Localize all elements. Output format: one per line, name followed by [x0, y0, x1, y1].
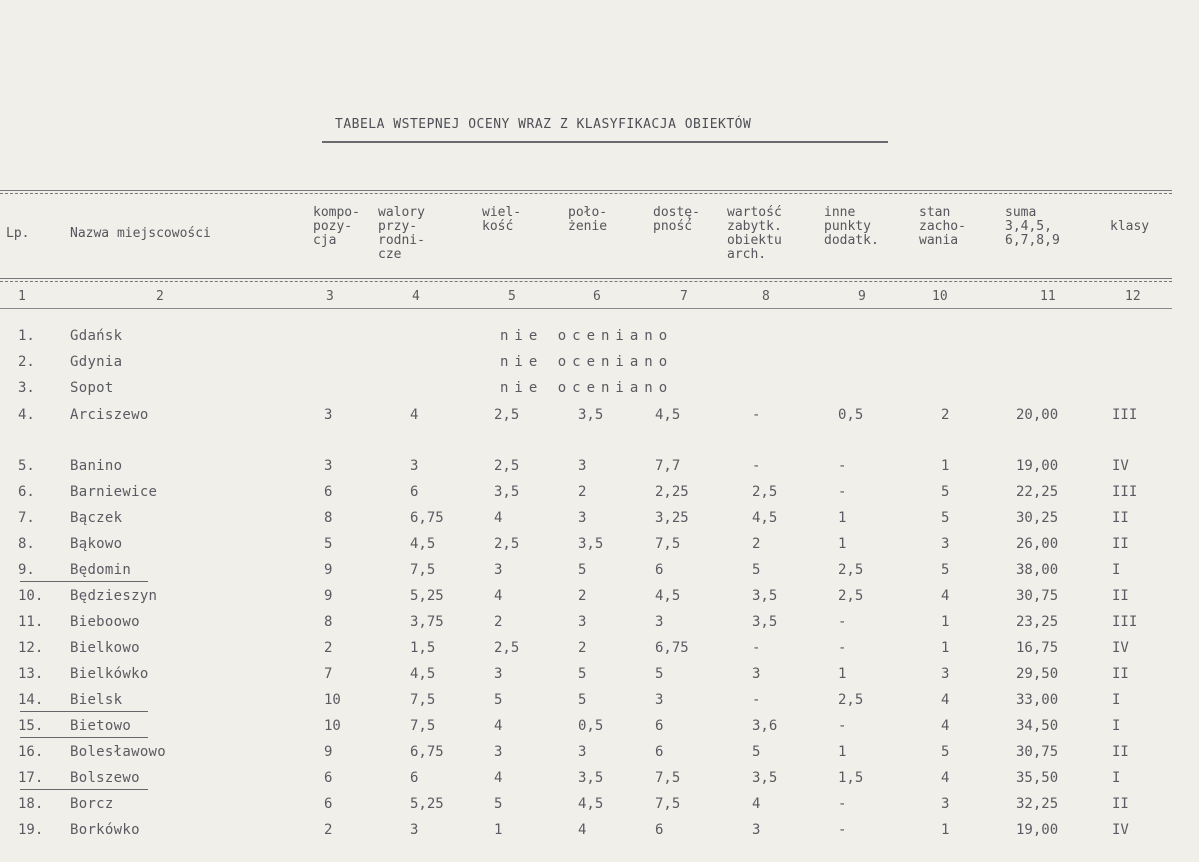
place-name: Bielsk — [70, 692, 123, 708]
score-cell: 2 — [941, 407, 950, 423]
score-cell: - — [838, 614, 847, 630]
score-cell: 5 — [752, 744, 761, 760]
header-polozenie: poło- żenie — [568, 205, 608, 234]
score-cell: III — [1112, 484, 1138, 500]
score-cell: 6,75 — [410, 510, 444, 526]
row-number: 19. — [18, 822, 44, 838]
place-name: Będzieszyn — [70, 588, 158, 604]
score-cell: 3,5 — [578, 770, 604, 786]
column-number: 2 — [156, 289, 164, 304]
score-cell: 3,5 — [578, 536, 604, 552]
score-cell: 5,25 — [410, 588, 444, 604]
header-klasy: klasy — [1110, 219, 1150, 234]
score-cell: 5 — [578, 692, 587, 708]
score-cell: 5 — [941, 484, 950, 500]
place-name: Bolesławowo — [70, 744, 167, 760]
title-underline — [322, 141, 888, 143]
place-name: Sopot — [70, 380, 114, 396]
place-name: Bieboowo — [70, 614, 140, 630]
document-title: TABELA WSTEPNEJ OCENY WRAZ Z KLASYFIKACJA OBIEKTÓW — [335, 117, 752, 132]
table-row — [0, 510, 1199, 532]
column-number: 10 — [932, 289, 948, 304]
score-cell: 4 — [410, 407, 419, 423]
table-row — [0, 354, 1199, 376]
name-underline — [20, 737, 148, 738]
score-cell: 2 — [494, 614, 503, 630]
score-cell: 8 — [324, 614, 333, 630]
score-cell: 2,5 — [494, 458, 520, 474]
place-name: Gdynia — [70, 354, 123, 370]
score-cell: - — [838, 484, 847, 500]
score-cell: 4,5 — [578, 796, 604, 812]
score-cell: 6,75 — [655, 640, 689, 656]
place-name: Bielkówko — [70, 666, 149, 682]
place-name: Banino — [70, 458, 123, 474]
table-row — [0, 380, 1199, 402]
place-name: Gdańsk — [70, 328, 123, 344]
row-number: 3. — [18, 380, 35, 396]
score-cell: 2 — [324, 640, 333, 656]
score-cell: 9 — [324, 744, 333, 760]
header-stan: stan zacho- wania — [919, 205, 966, 248]
score-cell: 1 — [838, 666, 847, 682]
score-cell: 33,00 — [1016, 692, 1059, 708]
score-cell: 6 — [324, 484, 333, 500]
score-cell: 4 — [941, 692, 950, 708]
table-row — [0, 640, 1199, 662]
score-cell: 34,50 — [1016, 718, 1059, 734]
place-name: Bąkowo — [70, 536, 123, 552]
score-cell: 9 — [324, 562, 333, 578]
score-cell: 2 — [752, 536, 761, 552]
score-cell: 4 — [941, 588, 950, 604]
header-wartosc: wartość zabytk. obiektu arch. — [727, 205, 782, 262]
score-cell: 2 — [324, 822, 333, 838]
score-cell: 5 — [494, 692, 503, 708]
table-row — [0, 407, 1199, 429]
score-cell: 4 — [494, 510, 503, 526]
table-row — [0, 822, 1199, 844]
score-cell: 4 — [941, 770, 950, 786]
not-rated-note: nie oceniano — [500, 354, 674, 370]
column-number: 9 — [858, 289, 866, 304]
score-cell: 4 — [494, 770, 503, 786]
row-number: 18. — [18, 796, 44, 812]
header-suma: suma 3,4,5, 6,7,8,9 — [1005, 205, 1060, 248]
score-cell: 32,25 — [1016, 796, 1059, 812]
score-cell: 7,7 — [655, 458, 681, 474]
score-cell: 3,5 — [578, 407, 604, 423]
score-cell: 2 — [578, 588, 587, 604]
score-cell: 19,00 — [1016, 458, 1059, 474]
score-cell: 3 — [494, 562, 503, 578]
score-cell: - — [838, 796, 847, 812]
score-cell: I — [1112, 562, 1121, 578]
column-number: 11 — [1040, 289, 1056, 304]
score-cell: 2 — [578, 484, 587, 500]
header-lp: Lp. — [6, 226, 30, 241]
score-cell: 6 — [410, 484, 419, 500]
row-number: 11. — [18, 614, 44, 630]
score-cell: 3 — [941, 796, 950, 812]
score-cell: 26,00 — [1016, 536, 1059, 552]
score-cell: 9 — [324, 588, 333, 604]
row-number: 7. — [18, 510, 35, 526]
score-cell: 7,5 — [655, 770, 681, 786]
row-number: 8. — [18, 536, 35, 552]
score-cell: 3,25 — [655, 510, 689, 526]
score-cell: 6 — [655, 718, 664, 734]
column-number: 8 — [762, 289, 770, 304]
score-cell: 7,5 — [655, 536, 681, 552]
score-cell: 3,5 — [494, 484, 520, 500]
score-cell: 6 — [324, 770, 333, 786]
score-cell: 2,5 — [494, 640, 520, 656]
score-cell: 6 — [655, 822, 664, 838]
score-cell: 3 — [578, 614, 587, 630]
score-cell: 1 — [941, 640, 950, 656]
score-cell: - — [838, 640, 847, 656]
score-cell: 3 — [941, 536, 950, 552]
table-row — [0, 744, 1199, 766]
score-cell: 7 — [324, 666, 333, 682]
score-cell: 23,25 — [1016, 614, 1059, 630]
place-name: Borcz — [70, 796, 114, 812]
header-name: Nazwa miejscowości — [70, 226, 211, 241]
score-cell: - — [752, 458, 761, 474]
row-number: 13. — [18, 666, 44, 682]
not-rated-note: nie oceniano — [500, 380, 674, 396]
score-cell: 1 — [838, 744, 847, 760]
score-cell: III — [1112, 614, 1138, 630]
score-cell: 4 — [578, 822, 587, 838]
score-cell: - — [752, 640, 761, 656]
score-cell: I — [1112, 718, 1121, 734]
score-cell: 2,25 — [655, 484, 689, 500]
score-cell: 3 — [324, 407, 333, 423]
row-number: 10. — [18, 588, 44, 604]
score-cell: 3 — [578, 458, 587, 474]
score-cell: 10 — [324, 692, 341, 708]
score-cell: - — [838, 718, 847, 734]
score-cell: IV — [1112, 822, 1129, 838]
column-number: 7 — [680, 289, 688, 304]
score-cell: 2,5 — [494, 536, 520, 552]
score-cell: 6 — [655, 744, 664, 760]
score-cell: 30,75 — [1016, 744, 1059, 760]
score-cell: III — [1112, 407, 1138, 423]
score-cell: 3,6 — [752, 718, 778, 734]
score-cell: 7,5 — [410, 692, 436, 708]
row-number: 2. — [18, 354, 35, 370]
column-number: 12 — [1125, 289, 1141, 304]
table-row — [0, 770, 1199, 792]
header-top-rule — [0, 190, 1172, 191]
score-cell: II — [1112, 536, 1129, 552]
score-cell: 1,5 — [410, 640, 436, 656]
place-name: Bielkowo — [70, 640, 140, 656]
table-row — [0, 588, 1199, 610]
score-cell: 5,25 — [410, 796, 444, 812]
column-number: 5 — [508, 289, 516, 304]
score-cell: - — [838, 822, 847, 838]
score-cell: 7,5 — [655, 796, 681, 812]
score-cell: II — [1112, 510, 1129, 526]
score-cell: II — [1112, 796, 1129, 812]
score-cell: - — [838, 458, 847, 474]
score-cell: 19,00 — [1016, 822, 1059, 838]
table-row — [0, 458, 1199, 480]
table-row — [0, 692, 1199, 714]
score-cell: 4 — [752, 796, 761, 812]
name-underline — [20, 711, 148, 712]
score-cell: 3 — [494, 666, 503, 682]
score-cell: 4 — [494, 588, 503, 604]
score-cell: I — [1112, 770, 1121, 786]
table-row — [0, 796, 1199, 818]
score-cell: 4,5 — [655, 588, 681, 604]
row-number: 9. — [18, 562, 35, 578]
table-row — [0, 718, 1199, 740]
score-cell: 4 — [494, 718, 503, 734]
column-number-rule — [0, 308, 1172, 309]
score-cell: 16,75 — [1016, 640, 1059, 656]
score-cell: 2,5 — [838, 588, 864, 604]
score-cell: 1 — [838, 536, 847, 552]
table-row — [0, 562, 1199, 584]
score-cell: 10 — [324, 718, 341, 734]
score-cell: 2 — [578, 640, 587, 656]
score-cell: 1 — [494, 822, 503, 838]
header-bottom-rule — [0, 278, 1172, 279]
score-cell: 8 — [324, 510, 333, 526]
name-underline — [20, 789, 148, 790]
not-rated-note: nie oceniano — [500, 328, 674, 344]
score-cell: 1 — [838, 510, 847, 526]
place-name: Borkówko — [70, 822, 140, 838]
score-cell: 0,5 — [838, 407, 864, 423]
row-number: 4. — [18, 407, 35, 423]
score-cell: 35,50 — [1016, 770, 1059, 786]
score-cell: 3,5 — [752, 588, 778, 604]
score-cell: 2,5 — [838, 562, 864, 578]
header-kompozycja: kompo- pozy- cja — [313, 205, 360, 248]
place-name: Będomin — [70, 562, 132, 578]
row-number: 16. — [18, 744, 44, 760]
column-number: 6 — [593, 289, 601, 304]
score-cell: 22,25 — [1016, 484, 1059, 500]
score-cell: 38,00 — [1016, 562, 1059, 578]
column-number: 4 — [412, 289, 420, 304]
score-cell: 5 — [578, 562, 587, 578]
score-cell: 4 — [941, 718, 950, 734]
score-cell: 6 — [655, 562, 664, 578]
score-cell: II — [1112, 666, 1129, 682]
score-cell: 5 — [752, 562, 761, 578]
column-number: 1 — [18, 289, 26, 304]
score-cell: 3 — [324, 458, 333, 474]
score-cell: I — [1112, 692, 1121, 708]
score-cell: 5 — [941, 562, 950, 578]
score-cell: - — [752, 692, 761, 708]
score-cell: 30,75 — [1016, 588, 1059, 604]
score-cell: 20,00 — [1016, 407, 1059, 423]
score-cell: 5 — [941, 510, 950, 526]
score-cell: 7,5 — [410, 562, 436, 578]
score-cell: 3,5 — [752, 614, 778, 630]
score-cell: 3 — [578, 510, 587, 526]
score-cell: 3,5 — [752, 770, 778, 786]
score-cell: 0,5 — [578, 718, 604, 734]
score-cell: 3,75 — [410, 614, 444, 630]
table-row — [0, 484, 1199, 506]
score-cell: 3 — [941, 666, 950, 682]
header-dostepnosc: dostę- pność — [653, 205, 700, 234]
score-cell: 2,5 — [752, 484, 778, 500]
place-name: Bietowo — [70, 718, 132, 734]
score-cell: 29,50 — [1016, 666, 1059, 682]
row-number: 15. — [18, 718, 44, 734]
score-cell: 3 — [410, 458, 419, 474]
row-number: 6. — [18, 484, 35, 500]
score-cell: 3 — [494, 744, 503, 760]
place-name: Bolszewo — [70, 770, 140, 786]
row-number: 14. — [18, 692, 44, 708]
score-cell: 4,5 — [410, 536, 436, 552]
score-cell: 3 — [752, 822, 761, 838]
score-cell: 30,25 — [1016, 510, 1059, 526]
score-cell: 1 — [941, 822, 950, 838]
score-cell: - — [752, 407, 761, 423]
score-cell: 1 — [941, 458, 950, 474]
score-cell: 1 — [941, 614, 950, 630]
place-name: Bączek — [70, 510, 123, 526]
score-cell: 4,5 — [752, 510, 778, 526]
score-cell: 6 — [324, 796, 333, 812]
score-cell: 4,5 — [655, 407, 681, 423]
score-cell: 5 — [941, 744, 950, 760]
place-name: Arciszewo — [70, 407, 149, 423]
score-cell: II — [1112, 588, 1129, 604]
place-name: Barniewice — [70, 484, 158, 500]
row-number: 5. — [18, 458, 35, 474]
score-cell: II — [1112, 744, 1129, 760]
table-row — [0, 666, 1199, 688]
table-row — [0, 328, 1199, 350]
score-cell: 6 — [410, 770, 419, 786]
table-row — [0, 614, 1199, 636]
score-cell: 7,5 — [410, 718, 436, 734]
score-cell: 3 — [655, 692, 664, 708]
score-cell: 5 — [494, 796, 503, 812]
score-cell: 1,5 — [838, 770, 864, 786]
score-cell: 2,5 — [494, 407, 520, 423]
score-cell: 5 — [578, 666, 587, 682]
score-cell: 3 — [655, 614, 664, 630]
column-number: 3 — [326, 289, 334, 304]
header-wielkosc: wiel- kość — [482, 205, 522, 234]
row-number: 12. — [18, 640, 44, 656]
score-cell: 5 — [324, 536, 333, 552]
score-cell: IV — [1112, 640, 1129, 656]
score-cell: 3 — [578, 744, 587, 760]
score-cell: 5 — [655, 666, 664, 682]
score-cell: 3 — [410, 822, 419, 838]
header-inne-punkty: inne punkty dodatk. — [824, 205, 879, 248]
score-cell: 3 — [752, 666, 761, 682]
score-cell: 6,75 — [410, 744, 444, 760]
row-number: 17. — [18, 770, 44, 786]
score-cell: 4,5 — [410, 666, 436, 682]
name-underline — [20, 581, 148, 582]
score-cell: 2,5 — [838, 692, 864, 708]
row-number: 1. — [18, 328, 35, 344]
table-row — [0, 536, 1199, 558]
score-cell: IV — [1112, 458, 1129, 474]
header-walory: walory przy- rodni- cze — [378, 205, 425, 262]
